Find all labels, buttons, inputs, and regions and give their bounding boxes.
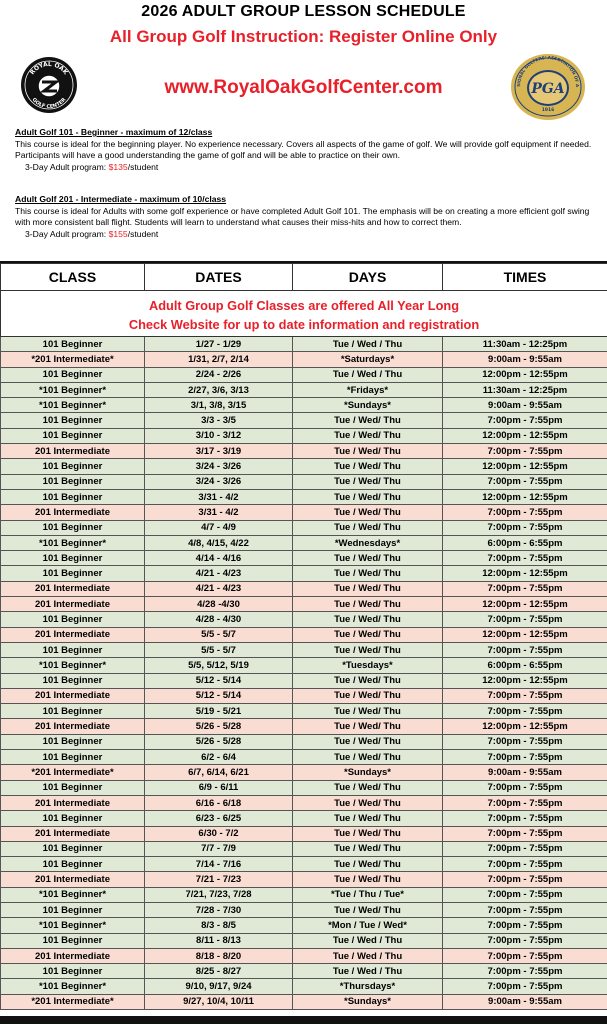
row-dates: 4/7 - 4/9 xyxy=(145,520,293,535)
row-days: Tue / Wed/ Thu xyxy=(293,520,443,535)
row-dates: 3/24 - 3/26 xyxy=(145,459,293,474)
row-class: 101 Beginner xyxy=(1,734,145,749)
row-days: *Saturdays* xyxy=(293,352,443,367)
row-times: 12:00pm - 12:55pm xyxy=(443,627,607,642)
schedule-table xyxy=(0,263,607,1010)
row-times: 7:00pm - 7:55pm xyxy=(443,612,607,627)
table-row xyxy=(1,337,607,352)
row-class: 101 Beginner xyxy=(1,902,145,917)
row-dates: 1/31, 2/7, 2/14 xyxy=(145,352,293,367)
row-times: 7:00pm - 7:55pm xyxy=(443,642,607,657)
table-row xyxy=(1,994,607,1009)
table-row xyxy=(1,902,607,917)
row-class: 101 Beginner xyxy=(1,933,145,948)
row-class: 101 Beginner xyxy=(1,459,145,474)
row-times: 7:00pm - 7:55pm xyxy=(443,857,607,872)
row-class: 201 Intermediate xyxy=(1,795,145,810)
row-class: 101 Beginner xyxy=(1,642,145,657)
row-dates: 4/21 - 4/23 xyxy=(145,566,293,581)
row-dates: 5/12 - 5/14 xyxy=(145,688,293,703)
row-days: *Fridays* xyxy=(293,382,443,397)
pga-ring-text: SIONAL GOLFERS' ASSOCIATION OF A xyxy=(515,54,581,88)
table-row xyxy=(1,566,607,581)
course-101-program xyxy=(15,162,595,174)
row-times: 7:00pm - 7:55pm xyxy=(443,841,607,856)
row-times: 7:00pm - 7:55pm xyxy=(443,520,607,535)
row-days: Tue / Wed/ Thu xyxy=(293,734,443,749)
row-class: *201 Intermediate* xyxy=(1,765,145,780)
course-201-program-label: 3-Day Adult program: xyxy=(25,228,109,239)
row-times: 7:00pm - 7:55pm xyxy=(443,551,607,566)
row-days: Tue / Wed/ Thu xyxy=(293,841,443,856)
row-times: 12:00pm - 12:55pm xyxy=(443,719,607,734)
table-row xyxy=(1,520,607,535)
table-row xyxy=(1,505,607,520)
table-row xyxy=(1,719,607,734)
row-class: *101 Beginner* xyxy=(1,918,145,933)
row-days: Tue / Wed/ Thu xyxy=(293,551,443,566)
row-days: Tue / Wed / Thu xyxy=(293,933,443,948)
header-dates: DATES xyxy=(145,264,293,291)
row-class: 201 Intermediate xyxy=(1,581,145,596)
row-days: Tue / Wed/ Thu xyxy=(293,795,443,810)
row-class: 101 Beginner xyxy=(1,474,145,489)
table-row xyxy=(1,948,607,963)
table-row xyxy=(1,581,607,596)
row-times: 7:00pm - 7:55pm xyxy=(443,734,607,749)
row-times: 11:30am - 12:25pm xyxy=(443,337,607,352)
logo-left-bottom-text: GOLF CENTER xyxy=(30,96,68,111)
row-days: Tue / Wed/ Thu xyxy=(293,597,443,612)
row-days: Tue / Wed/ Thu xyxy=(293,857,443,872)
row-times: 7:00pm - 7:55pm xyxy=(443,505,607,520)
row-class: *101 Beginner* xyxy=(1,658,145,673)
table-row xyxy=(1,489,607,504)
row-dates: 2/24 - 2/26 xyxy=(145,367,293,382)
banner-cell xyxy=(1,291,607,337)
table-row xyxy=(1,474,607,489)
row-times: 7:00pm - 7:55pm xyxy=(443,795,607,810)
row-times: 7:00pm - 7:55pm xyxy=(443,750,607,765)
row-days: Tue / Wed/ Thu xyxy=(293,872,443,887)
row-days: *Tuesdays* xyxy=(293,658,443,673)
row-dates: 6/30 - 7/2 xyxy=(145,826,293,841)
row-dates: 4/28 - 4/30 xyxy=(145,612,293,627)
row-class: 101 Beginner xyxy=(1,750,145,765)
row-class: 101 Beginner xyxy=(1,964,145,979)
banner-line-1: Adult Group Golf Classes are offered All Year Long xyxy=(148,298,460,313)
row-days: Tue / Wed/ Thu xyxy=(293,627,443,642)
row-class: 201 Intermediate xyxy=(1,444,145,459)
table-row xyxy=(1,704,607,719)
row-dates: 8/18 - 8/20 xyxy=(145,948,293,963)
row-days: Tue / Wed / Thu xyxy=(293,367,443,382)
row-times: 7:00pm - 7:55pm xyxy=(443,902,607,917)
row-days: Tue / Wed/ Thu xyxy=(293,505,443,520)
row-days: Tue / Wed/ Thu xyxy=(293,673,443,688)
row-times: 7:00pm - 7:55pm xyxy=(443,948,607,963)
row-times: 7:00pm - 7:55pm xyxy=(443,964,607,979)
row-dates: 5/5 - 5/7 xyxy=(145,642,293,657)
row-days: *Sundays* xyxy=(293,398,443,413)
table-row xyxy=(1,673,607,688)
table-row xyxy=(1,367,607,382)
row-class: 101 Beginner xyxy=(1,841,145,856)
row-days: Tue / Wed/ Thu xyxy=(293,704,443,719)
row-dates: 4/8, 4/15, 4/22 xyxy=(145,535,293,550)
row-class: 101 Beginner xyxy=(1,612,145,627)
table-row xyxy=(1,688,607,703)
table-row xyxy=(1,887,607,902)
row-dates: 5/12 - 5/14 xyxy=(145,673,293,688)
course-101-heading: Adult Golf 101 - Beginner - maximum of 12/class xyxy=(15,127,213,137)
row-class: *201 Intermediate* xyxy=(1,352,145,367)
table-row xyxy=(1,642,607,657)
row-dates: 3/24 - 3/26 xyxy=(145,474,293,489)
row-dates: 6/9 - 6/11 xyxy=(145,780,293,795)
row-dates: 5/26 - 5/28 xyxy=(145,734,293,749)
course-101-price: $135 xyxy=(108,161,128,172)
row-class: 101 Beginner xyxy=(1,673,145,688)
row-class: 101 Beginner xyxy=(1,520,145,535)
course-101-body: This course is ideal for the beginning player. No experience necessary. Covers all aspects of the game of golf. We will provide golf equipment if needed. Participants will have a good understanding the game of golf and will be able to practice on their own. xyxy=(15,138,592,161)
pga-year-text: 1916 xyxy=(541,108,555,113)
logo-left-top-text: ROYAL OAK xyxy=(28,60,70,77)
row-dates: 6/7, 6/14, 6/21 xyxy=(145,765,293,780)
row-days: Tue / Wed/ Thu xyxy=(293,902,443,917)
row-class: 201 Intermediate xyxy=(1,872,145,887)
course-101-program-label: 3-Day Adult program: xyxy=(25,161,109,172)
table-row xyxy=(1,535,607,550)
row-class: *101 Beginner* xyxy=(1,382,145,397)
pga-logo-text: PGA xyxy=(531,81,565,97)
page-subtitle: All Group Golf Instruction: Register Online Only xyxy=(109,27,498,46)
course-201-price: $155 xyxy=(108,228,128,239)
row-class: 101 Beginner xyxy=(1,566,145,581)
row-times: 7:00pm - 7:55pm xyxy=(443,780,607,795)
table-row xyxy=(1,551,607,566)
row-dates: 5/5, 5/12, 5/19 xyxy=(145,658,293,673)
table-row xyxy=(1,352,607,367)
row-days: *Tue / Thu / Tue* xyxy=(293,887,443,902)
row-times: 7:00pm - 7:55pm xyxy=(443,826,607,841)
row-dates: 3/17 - 3/19 xyxy=(145,444,293,459)
row-class: 201 Intermediate xyxy=(1,597,145,612)
row-class: 101 Beginner xyxy=(1,367,145,382)
table-row xyxy=(1,658,607,673)
row-dates: 3/10 - 3/12 xyxy=(145,428,293,443)
bottom-bar xyxy=(0,1016,607,1024)
course-201-description xyxy=(15,194,595,240)
row-dates: 9/10, 9/17, 9/24 xyxy=(145,979,293,994)
table-row xyxy=(1,765,607,780)
row-class: 101 Beginner xyxy=(1,857,145,872)
pga-logo xyxy=(510,53,586,121)
row-times: 12:00pm - 12:55pm xyxy=(443,673,607,688)
row-days: *Sundays* xyxy=(293,994,443,1009)
table-row xyxy=(1,382,607,397)
row-dates: 7/28 - 7/30 xyxy=(145,902,293,917)
row-days: Tue / Wed/ Thu xyxy=(293,566,443,581)
row-times: 7:00pm - 7:55pm xyxy=(443,872,607,887)
row-dates: 9/27, 10/4, 10/11 xyxy=(145,994,293,1009)
row-dates: 2/27, 3/6, 3/13 xyxy=(145,382,293,397)
row-times: 6:00pm - 6:55pm xyxy=(443,535,607,550)
table-row xyxy=(1,444,607,459)
table-row xyxy=(1,872,607,887)
row-days: Tue / Wed/ Thu xyxy=(293,581,443,596)
row-times: 12:00pm - 12:55pm xyxy=(443,566,607,581)
row-class: 201 Intermediate xyxy=(1,719,145,734)
row-dates: 3/31 - 4/2 xyxy=(145,505,293,520)
table-row xyxy=(1,413,607,428)
row-times: 7:00pm - 7:55pm xyxy=(443,918,607,933)
table-row xyxy=(1,841,607,856)
row-days: Tue / Wed/ Thu xyxy=(293,489,443,504)
table-row xyxy=(1,964,607,979)
row-days: *Mon / Tue / Wed* xyxy=(293,918,443,933)
row-dates: 6/16 - 6/18 xyxy=(145,795,293,810)
row-class: 201 Intermediate xyxy=(1,505,145,520)
table-row xyxy=(1,826,607,841)
row-times: 9:00am - 9:55am xyxy=(443,352,607,367)
row-dates: 7/21 - 7/23 xyxy=(145,872,293,887)
row-days: Tue / Wed / Thu xyxy=(293,948,443,963)
table-row xyxy=(1,612,607,627)
row-times: 7:00pm - 7:55pm xyxy=(443,474,607,489)
row-class: *101 Beginner* xyxy=(1,979,145,994)
row-times: 12:00pm - 12:55pm xyxy=(443,489,607,504)
row-class: 201 Intermediate xyxy=(1,948,145,963)
row-days: Tue / Wed/ Thu xyxy=(293,428,443,443)
row-days: Tue / Wed/ Thu xyxy=(293,811,443,826)
table-row xyxy=(1,979,607,994)
row-dates: 8/3 - 8/5 xyxy=(145,918,293,933)
row-times: 6:00pm - 6:55pm xyxy=(443,658,607,673)
row-days: Tue / Wed/ Thu xyxy=(293,444,443,459)
banner-row xyxy=(1,291,607,337)
row-times: 7:00pm - 7:55pm xyxy=(443,887,607,902)
row-dates: 5/19 - 5/21 xyxy=(145,704,293,719)
row-dates: 4/14 - 4/16 xyxy=(145,551,293,566)
row-class: 101 Beginner xyxy=(1,428,145,443)
row-days: *Thursdays* xyxy=(293,979,443,994)
table-row xyxy=(1,734,607,749)
row-dates: 1/27 - 1/29 xyxy=(145,337,293,352)
row-days: Tue / Wed/ Thu xyxy=(293,642,443,657)
row-class: 101 Beginner xyxy=(1,489,145,504)
row-days: Tue / Wed/ Thu xyxy=(293,413,443,428)
row-class: 201 Intermediate xyxy=(1,627,145,642)
course-201-heading: Adult Golf 201 - Intermediate - maximum of 10/class xyxy=(15,194,227,204)
row-class: 101 Beginner xyxy=(1,811,145,826)
table-row xyxy=(1,780,607,795)
row-dates: 8/25 - 8/27 xyxy=(145,964,293,979)
row-dates: 4/28 -4/30 xyxy=(145,597,293,612)
row-times: 12:00pm - 12:55pm xyxy=(443,428,607,443)
row-times: 12:00pm - 12:55pm xyxy=(443,459,607,474)
row-dates: 3/3 - 3/5 xyxy=(145,413,293,428)
course-201-body: This course is ideal for Adults with some golf experience or have completed Adult Golf 101. The emphasis will be on creating a more efficient golf swing with more consistent ball flight. Students will learn to understand what causes their miss-hits and how to correct them. xyxy=(15,205,590,228)
row-times: 9:00am - 9:55am xyxy=(443,994,607,1009)
row-days: *Wednesdays* xyxy=(293,535,443,550)
row-times: 7:00pm - 7:55pm xyxy=(443,933,607,948)
page-title: 2026 ADULT GROUP LESSON SCHEDULE xyxy=(141,3,466,20)
table-row xyxy=(1,627,607,642)
row-times: 12:00pm - 12:55pm xyxy=(443,597,607,612)
row-class: 101 Beginner xyxy=(1,551,145,566)
row-class: 101 Beginner xyxy=(1,413,145,428)
row-class: 201 Intermediate xyxy=(1,826,145,841)
row-days: Tue / Wed/ Thu xyxy=(293,459,443,474)
row-dates: 6/2 - 6/4 xyxy=(145,750,293,765)
course-101-description xyxy=(15,127,595,173)
row-days: Tue / Wed/ Thu xyxy=(293,612,443,627)
row-times: 7:00pm - 7:55pm xyxy=(443,979,607,994)
row-days: Tue / Wed / Thu xyxy=(293,964,443,979)
banner-line-2: Check Website for up to date information and registration xyxy=(128,317,480,332)
row-times: 7:00pm - 7:55pm xyxy=(443,413,607,428)
row-dates: 7/14 - 7/16 xyxy=(145,857,293,872)
table-row xyxy=(1,428,607,443)
row-days: Tue / Wed/ Thu xyxy=(293,719,443,734)
row-class: *101 Beginner* xyxy=(1,535,145,550)
row-days: Tue / Wed / Thu xyxy=(293,337,443,352)
table-row xyxy=(1,750,607,765)
table-row xyxy=(1,459,607,474)
row-dates: 3/31 - 4/2 xyxy=(145,489,293,504)
row-class: *101 Beginner* xyxy=(1,887,145,902)
row-dates: 5/5 - 5/7 xyxy=(145,627,293,642)
row-dates: 5/26 - 5/28 xyxy=(145,719,293,734)
row-dates: 7/21, 7/23, 7/28 xyxy=(145,887,293,902)
row-class: *201 Intermediate* xyxy=(1,994,145,1009)
header-days: DAYS xyxy=(293,264,443,291)
row-dates: 7/7 - 7/9 xyxy=(145,841,293,856)
row-dates: 4/21 - 4/23 xyxy=(145,581,293,596)
row-class: *101 Beginner* xyxy=(1,398,145,413)
table-row xyxy=(1,597,607,612)
row-class: 201 Intermediate xyxy=(1,688,145,703)
row-days: Tue / Wed/ Thu xyxy=(293,826,443,841)
row-times: 7:00pm - 7:55pm xyxy=(443,688,607,703)
row-days: Tue / Wed/ Thu xyxy=(293,750,443,765)
course-101-price-suffix: /student xyxy=(127,161,159,172)
row-class: 101 Beginner xyxy=(1,780,145,795)
header-times: TIMES xyxy=(443,264,607,291)
row-times: 7:00pm - 7:55pm xyxy=(443,704,607,719)
row-times: 9:00am - 9:55am xyxy=(443,398,607,413)
row-times: 7:00pm - 7:55pm xyxy=(443,581,607,596)
table-row xyxy=(1,857,607,872)
row-times: 11:30am - 12:25pm xyxy=(443,382,607,397)
row-days: *Sundays* xyxy=(293,765,443,780)
course-201-program xyxy=(15,229,595,241)
row-days: Tue / Wed/ Thu xyxy=(293,688,443,703)
row-days: Tue / Wed/ Thu xyxy=(293,474,443,489)
table-row xyxy=(1,811,607,826)
table-row xyxy=(1,918,607,933)
row-dates: 3/1, 3/8, 3/15 xyxy=(145,398,293,413)
website-url[interactable]: www.RoyalOakGolfCenter.com xyxy=(164,77,443,98)
header-class: CLASS xyxy=(1,264,145,291)
row-times: 9:00am - 9:55am xyxy=(443,765,607,780)
table-row xyxy=(1,398,607,413)
table-row xyxy=(1,795,607,810)
course-201-price-suffix: /student xyxy=(127,228,159,239)
row-times: 7:00pm - 7:55pm xyxy=(443,444,607,459)
row-times: 7:00pm - 7:55pm xyxy=(443,811,607,826)
row-class: 101 Beginner xyxy=(1,704,145,719)
row-times: 12:00pm - 12:55pm xyxy=(443,367,607,382)
row-dates: 6/23 - 6/25 xyxy=(145,811,293,826)
row-days: Tue / Wed/ Thu xyxy=(293,780,443,795)
table-header-row xyxy=(1,264,607,291)
row-class: 101 Beginner xyxy=(1,337,145,352)
row-dates: 8/11 - 8/13 xyxy=(145,933,293,948)
table-row xyxy=(1,933,607,948)
